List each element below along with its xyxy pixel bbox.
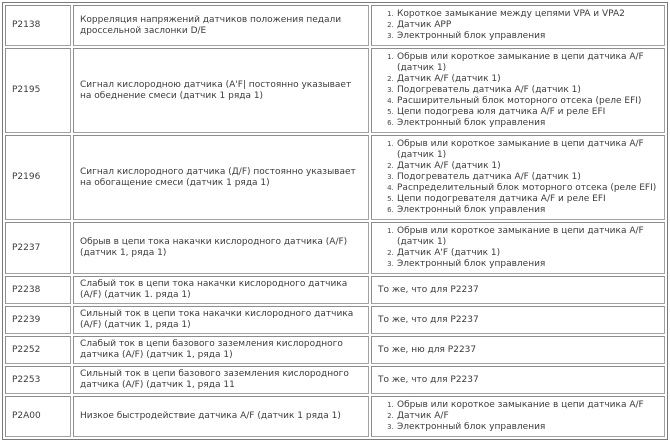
- dtc-causes-cell: [371, 135, 665, 220]
- page: [2, 2, 668, 440]
- cause-item: 1. Обрыв или короткое замыкание в цепи датчика A/F: [396, 400, 658, 411]
- causes-list: [378, 138, 658, 217]
- dtc-causes-cell: [371, 222, 665, 274]
- dtc-description-cell: Слабый ток в цепи тока накачки кислородного датчика (A/F) (датчик 1. ряда 1): [73, 276, 369, 304]
- table-row: [5, 135, 665, 220]
- dtc-table: [2, 2, 668, 440]
- dtc-causes-cell: [371, 366, 665, 394]
- cause-item: 3. Подогреватель датчика A/F (датчик 1): [396, 172, 658, 183]
- causes-list: [378, 51, 658, 130]
- cause-item: 2. Датчик APP: [396, 20, 658, 31]
- cause-item: 3. Подогреватель датчика A/F (датчик 1): [396, 85, 658, 96]
- dtc-code-cell: P2196: [5, 135, 71, 220]
- dtc-description-cell: Корреляция напряжений датчиков положения педали дроссельной заслонки D/E: [73, 5, 369, 46]
- cause-item: 1. Обрыв или короткое замыкание в цепи датчика A/F (датчик 1): [396, 52, 658, 74]
- dtc-code-cell: P2253: [5, 366, 71, 394]
- dtc-description-cell: Сильный ток в цепи тока накачки кислородного датчика (A/F) (датчик 1, ряда 1): [73, 306, 369, 334]
- cause-item: 3. Электронный блок управления: [396, 31, 658, 42]
- cause-item: 3. Электронный блок управления: [396, 259, 658, 270]
- table-row: [5, 336, 665, 364]
- cause-item: 2. Датчик А'F (датчик 1): [396, 248, 658, 259]
- dtc-description-cell: Сигнал кислородною датчика (А'F| постоянно указывает на обеднение смеси (датчик 1 ряда 1): [73, 48, 369, 133]
- cause-item: 2. Датчик A/F (датчик 1): [396, 74, 658, 85]
- cause-item: 1. Короткое замыкание между цепями VPA и VPA2: [396, 9, 658, 20]
- table-row: [5, 306, 665, 334]
- causes-list: [378, 8, 658, 43]
- dtc-code-cell: P2138: [5, 5, 71, 46]
- cause-item: 5. Цепи подогрева юля датчика A/F и реле EFI: [396, 107, 658, 118]
- cause-item: 5. Цепи подогревателя датчика A/F и реле EFI: [396, 194, 658, 205]
- causes-note: То же, что для P2237: [378, 314, 479, 325]
- dtc-causes-cell: [371, 306, 665, 334]
- cause-item: 1. Обрыв или короткое замыкание в цепи датчика A/F (датчик 1): [396, 226, 658, 248]
- table-row: [5, 366, 665, 394]
- dtc-description-cell: Сильный ток в цепи базового заземления кислородного датчика (A/F) (датчик 1, ряда 11: [73, 366, 369, 394]
- dtc-code-cell: P2238: [5, 276, 71, 304]
- cause-item: 2. Датчик A/F: [396, 411, 658, 422]
- cause-item: 2. Датчик A/F (датчик 1): [396, 161, 658, 172]
- dtc-code-cell: P2237: [5, 222, 71, 274]
- dtc-description-cell: Сигнал кислородного датчика (Д/F) постоянно указывает на обогащение смеси (датчик 1 ряда 1): [73, 135, 369, 220]
- causes-list: [378, 399, 658, 434]
- cause-item: 1. Обрыв или короткое замыкание в цепи датчика A/F (датчик 1): [396, 139, 658, 161]
- dtc-causes-cell: [371, 336, 665, 364]
- dtc-table-body: [5, 5, 665, 437]
- cause-item: 3. Электронный блок управления: [396, 422, 658, 433]
- dtc-description-cell: Слабый ток в цепи базового заземления кислородного датчика (A/F) (датчик 1, ряда 1): [73, 336, 369, 364]
- dtc-causes-cell: [371, 396, 665, 437]
- dtc-causes-cell: [371, 276, 665, 304]
- dtc-code-cell: P2252: [5, 336, 71, 364]
- table-row: [5, 222, 665, 274]
- dtc-causes-cell: [371, 5, 665, 46]
- dtc-code-cell: P2239: [5, 306, 71, 334]
- cause-item: 4. Расширительный блок моторного отсека (реле EFI): [396, 96, 658, 107]
- dtc-code-cell: P2195: [5, 48, 71, 133]
- cause-item: 6. Электронный блок управления: [396, 205, 658, 216]
- cause-item: 4. Распределительный блок моторного отсека (реле EFI): [396, 183, 658, 194]
- causes-list: [378, 225, 658, 271]
- dtc-code-cell: P2A00: [5, 396, 71, 437]
- dtc-description-cell: Обрыв в цепи тока накачки кислородного датчика (A/F) (датчик 1, ряда 1): [73, 222, 369, 274]
- cause-item: 6. Электронный блок управления: [396, 118, 658, 129]
- table-row: [5, 48, 665, 133]
- dtc-causes-cell: [371, 48, 665, 133]
- causes-note: То же, ню для P2237: [378, 344, 477, 355]
- causes-note: То же, что для P2237: [378, 374, 479, 385]
- dtc-description-cell: Низкое быстродействие датчика A/F (датчик 1 ряда 1): [73, 396, 369, 437]
- table-row: [5, 396, 665, 437]
- causes-note: То же, что для P2237: [378, 284, 479, 295]
- table-row: [5, 5, 665, 46]
- table-row: [5, 276, 665, 304]
